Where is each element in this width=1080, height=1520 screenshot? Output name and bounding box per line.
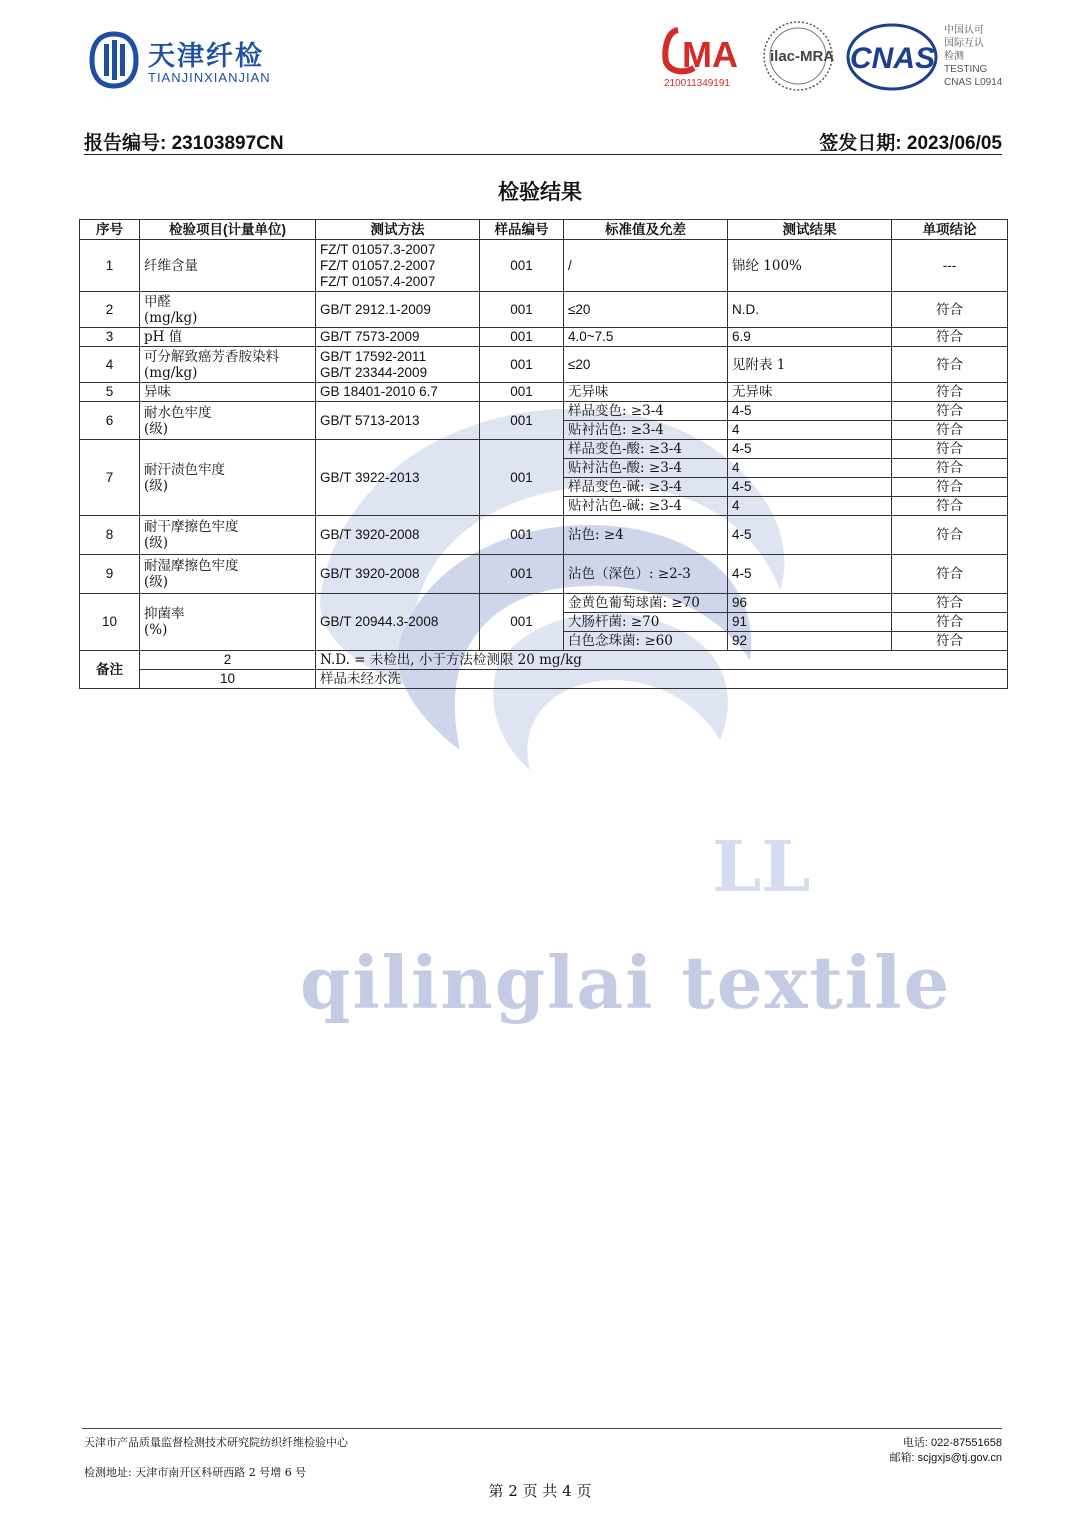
svg-text:ilac-MRA: ilac-MRA	[770, 48, 835, 65]
cell-verdict: 符合	[892, 632, 1008, 651]
cell-method: GB/T 7573-2009	[316, 328, 480, 347]
cell-standard: 金黄色葡萄球菌: ≥70	[564, 594, 728, 613]
cell-result: N.D.	[728, 292, 892, 328]
cell-item	[140, 594, 316, 651]
remark-text: 样品未经水洗	[316, 670, 1008, 689]
item-line: 可分解致癌芳香胺染料	[144, 348, 279, 365]
table-row	[80, 240, 1008, 292]
item-line: 耐汗渍色牢度	[144, 461, 225, 478]
cell-standard: 4.0~7.5	[564, 328, 728, 347]
item-line: 耐干摩擦色牢度	[144, 519, 239, 535]
results-table	[79, 219, 1008, 689]
issue-date: 签发日期: 2023/06/05	[819, 133, 1002, 154]
item-unit: (mg/kg)	[144, 364, 198, 381]
cell-standard: 样品变色: ≥3-4	[564, 402, 728, 421]
item-unit: (级)	[144, 574, 169, 590]
cell-no: 6	[80, 402, 140, 440]
svg-text:MA: MA	[682, 34, 738, 75]
org-logo-en: TIANJINXIANJIAN	[148, 70, 271, 85]
cell-verdict: 符合	[892, 594, 1008, 613]
cell-result: 4-5	[728, 555, 892, 594]
cell-method: GB/T 20944.3-2008	[316, 594, 480, 651]
footer-organization: 天津市产品质量监督检测技术研究院纺织纤维检验中心	[84, 1436, 348, 1449]
cell-standard: 沾色（深色）: ≥2-3	[564, 555, 728, 594]
cell-result: 4-5	[728, 402, 892, 421]
cnas-text-1: 中国认可	[944, 25, 984, 36]
remark-row-ref: 10	[140, 670, 316, 689]
remark-text: N.D. = 未检出, 小于方法检测限 20 mg/kg	[316, 651, 1008, 670]
watermark-text: qilinglai textile	[300, 940, 952, 1025]
cell-standard: ≤20	[564, 292, 728, 328]
cell-verdict: 符合	[892, 516, 1008, 555]
table-header-row	[80, 220, 1008, 240]
cell-verdict: 符合	[892, 402, 1008, 421]
cell-sample: 001	[480, 292, 564, 328]
cell-standard: 大肠杆菌: ≥70	[564, 613, 728, 632]
cell-verdict: 符合	[892, 421, 1008, 440]
cell-result: 4	[728, 459, 892, 478]
cell-standard: 贴衬沾色-酸: ≥3-4	[564, 459, 728, 478]
cell-result: 无异味	[728, 383, 892, 402]
cell-result: 4-5	[728, 440, 892, 459]
cell-no: 8	[80, 516, 140, 555]
remarks-row	[80, 670, 1008, 689]
cnas-text-4: TESTING	[944, 64, 988, 75]
header-method: 测试方法	[316, 220, 480, 240]
item-unit: (mg/kg)	[144, 309, 198, 326]
cell-no: 3	[80, 328, 140, 347]
cnas-text-2: 国际互认	[944, 38, 984, 49]
remarks-label: 备注	[80, 651, 140, 689]
table-row	[80, 292, 1008, 328]
cell-method: GB/T 3920-2008	[316, 516, 480, 555]
header-verdict: 单项结论	[892, 220, 1008, 240]
cell-sample: 001	[480, 328, 564, 347]
cell-result: 锦纶 100%	[728, 240, 892, 292]
cell-item	[140, 555, 316, 594]
cell-result: 6.9	[728, 328, 892, 347]
cell-item	[140, 402, 316, 440]
cell-standard: 沾色: ≥4	[564, 516, 728, 555]
header-standard: 标准值及允差	[564, 220, 728, 240]
cell-method: GB/T 3922-2013	[316, 440, 480, 516]
item-unit: (级)	[144, 477, 169, 494]
cell-result: 见附表 1	[728, 347, 892, 383]
item-line: 甲醛	[144, 293, 171, 310]
cell-sample: 001	[480, 402, 564, 440]
item-line: 耐湿摩擦色牢度	[144, 558, 239, 574]
cell-method: GB/T 2912.1-2009	[316, 292, 480, 328]
tianjin-logo-icon	[88, 30, 140, 90]
table-row	[80, 402, 1008, 421]
cnas-text-3: 检测	[944, 51, 964, 62]
cell-no: 9	[80, 555, 140, 594]
cell-verdict: 符合	[892, 555, 1008, 594]
cell-verdict: ---	[892, 240, 1008, 292]
cnas-logo-icon	[846, 22, 938, 92]
cell-no: 7	[80, 440, 140, 516]
footer-email: 邮箱: scjgxjs@tj.gov.cn	[889, 1452, 1002, 1464]
cell-sample: 001	[480, 516, 564, 555]
cell-item	[140, 516, 316, 555]
method-line: GB/T 23344-2009	[320, 364, 428, 380]
cell-verdict: 符合	[892, 497, 1008, 516]
table-row	[80, 516, 1008, 555]
header-item: 检验项目(计量单位)	[140, 220, 316, 240]
method-line: GB/T 17592-2011	[320, 348, 427, 364]
cell-standard: ≤20	[564, 347, 728, 383]
cell-verdict: 符合	[892, 292, 1008, 328]
method-line: FZ/T 01057.4-2007	[320, 273, 436, 289]
cnas-accreditation-text	[944, 24, 1002, 89]
ilac-mra-logo-icon	[760, 16, 836, 96]
cell-sample: 001	[480, 347, 564, 383]
remarks-row	[80, 651, 1008, 670]
cell-item: 纤维含量	[140, 240, 316, 292]
cell-result: 4-5	[728, 516, 892, 555]
item-unit: (级)	[144, 535, 169, 551]
item-line: 耐水色牢度	[144, 404, 212, 421]
remark-row-ref: 2	[140, 651, 316, 670]
footer-divider	[82, 1428, 1002, 1429]
cell-verdict: 符合	[892, 328, 1008, 347]
cell-method: GB/T 5713-2013	[316, 402, 480, 440]
cell-result: 4	[728, 497, 892, 516]
method-line: FZ/T 01057.2-2007	[320, 257, 436, 273]
cell-standard: 无异味	[564, 383, 728, 402]
cell-result: 92	[728, 632, 892, 651]
page-number: 第 2 页 共 4 页	[488, 1482, 592, 1500]
cell-verdict: 符合	[892, 440, 1008, 459]
header-result: 测试结果	[728, 220, 892, 240]
cell-no: 2	[80, 292, 140, 328]
cell-result: 4	[728, 421, 892, 440]
table-row	[80, 440, 1008, 459]
cnas-text-5: CNAS L0914	[944, 77, 1003, 88]
item-unit: (级)	[144, 420, 169, 437]
table-row	[80, 594, 1008, 613]
cell-sample: 001	[480, 240, 564, 292]
cell-method	[316, 347, 480, 383]
cell-sample: 001	[480, 383, 564, 402]
cell-verdict: 符合	[892, 613, 1008, 632]
cell-sample: 001	[480, 555, 564, 594]
cell-no: 1	[80, 240, 140, 292]
cell-method: GB/T 3920-2008	[316, 555, 480, 594]
cell-result: 96	[728, 594, 892, 613]
method-line: FZ/T 01057.3-2007	[320, 241, 436, 257]
page-title: 检验结果	[498, 181, 582, 204]
footer-address: 检测地址: 天津市南开区科研西路 2 号增 6 号	[84, 1466, 307, 1479]
cell-standard: 样品变色-酸: ≥3-4	[564, 440, 728, 459]
cell-item: 异味	[140, 383, 316, 402]
cell-standard: 贴衬沾色-碱: ≥3-4	[564, 497, 728, 516]
cell-method	[316, 240, 480, 292]
cell-result: 4-5	[728, 478, 892, 497]
cell-verdict: 符合	[892, 459, 1008, 478]
cell-standard: /	[564, 240, 728, 292]
table-row	[80, 347, 1008, 383]
cell-no: 10	[80, 594, 140, 651]
footer-phone: 电话: 022-87551658	[902, 1437, 1002, 1449]
cell-sample: 001	[480, 440, 564, 516]
item-unit: (%)	[144, 622, 168, 638]
table-row	[80, 328, 1008, 347]
cell-verdict: 符合	[892, 383, 1008, 402]
cell-item	[140, 440, 316, 516]
cell-item	[140, 347, 316, 383]
table-row	[80, 383, 1008, 402]
cell-result: 91	[728, 613, 892, 632]
report-info-row	[84, 128, 1002, 155]
cell-sample: 001	[480, 594, 564, 651]
org-logo-cn: 天津纤检	[148, 41, 264, 71]
cell-item	[140, 292, 316, 328]
svg-text:CNAS: CNAS	[850, 42, 936, 75]
cma-logo-icon	[660, 22, 750, 92]
cell-no: 5	[80, 383, 140, 402]
cell-no: 4	[80, 347, 140, 383]
header-no: 序号	[80, 220, 140, 240]
cell-standard: 白色念珠菌: ≥60	[564, 632, 728, 651]
cell-verdict: 符合	[892, 478, 1008, 497]
cell-standard: 贴衬沾色: ≥3-4	[564, 421, 728, 440]
report-number: 报告编号: 23103897CN	[84, 133, 284, 154]
cell-method: GB 18401-2010 6.7	[316, 383, 480, 402]
watermark-mark: LL	[712, 825, 811, 908]
cell-standard: 样品变色-碱: ≥3-4	[564, 478, 728, 497]
header-sample: 样品编号	[480, 220, 564, 240]
table-row	[80, 555, 1008, 594]
cell-item: pH 值	[140, 328, 316, 347]
cell-verdict: 符合	[892, 347, 1008, 383]
cma-number: 210011349191	[664, 78, 730, 89]
item-line: 抑菌率	[144, 606, 185, 622]
